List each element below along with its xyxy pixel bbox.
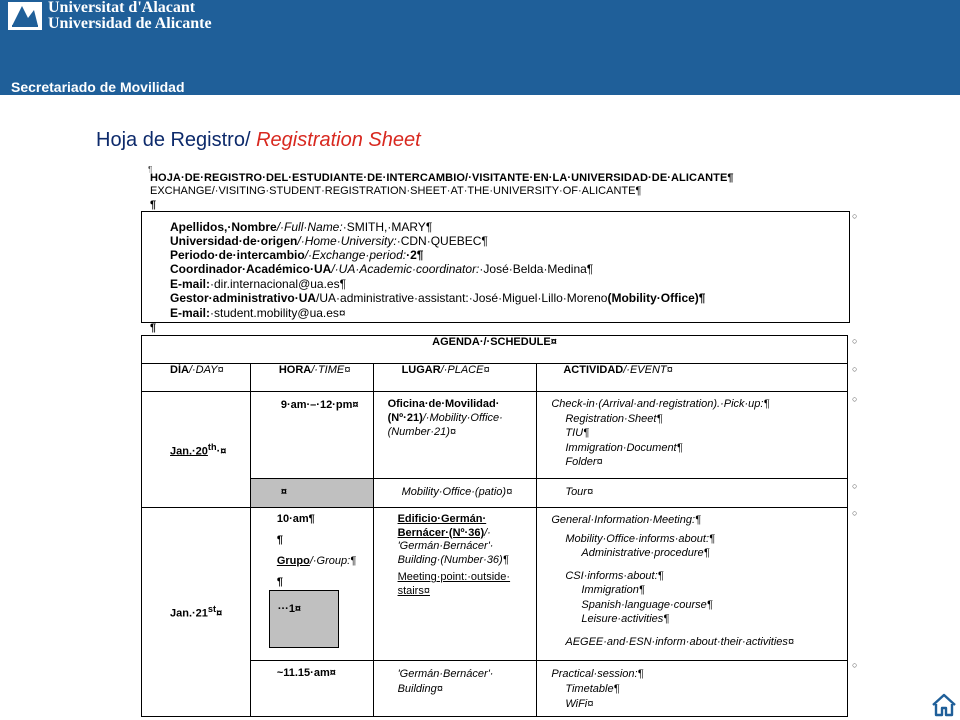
email-line-2: E-mail:·student.mobility@ua.es¤ — [170, 306, 346, 320]
table-row — [142, 508, 848, 661]
name-line: Apellidos,·Nombre/·Full·Name:·SMITH,·MARY¶ — [170, 220, 433, 234]
pilcrow-mark: ¶ — [150, 322, 157, 334]
day2-date: Jan.·21st¤ — [142, 508, 251, 717]
day1-date: Jan.·20th·¤ — [142, 392, 251, 508]
table-row — [142, 392, 848, 479]
cell-end-mark: ○ — [852, 364, 858, 374]
page-title — [96, 129, 421, 152]
pilcrow-mark: ¶ — [148, 165, 153, 174]
agenda-table — [141, 335, 848, 717]
home-university-line: Universidad·de·origen/·Home·University:·CDN·QUEBEC¶ — [170, 234, 488, 248]
day2-slot2-time: ~11.15·am¤ — [250, 661, 373, 717]
day1-slot1-time: 9·am·–·12·pm¤ — [250, 392, 373, 479]
cell-end-mark: ○ — [852, 211, 858, 221]
day2-slot2-event: Practical·session:¶ Timetable¶ WiFi¤ — [537, 661, 848, 717]
day1-slot2-time: ¤ — [250, 479, 373, 508]
pilcrow-mark: ¶ — [150, 199, 157, 211]
header-day: DÍA/·DAY¤ — [142, 364, 251, 392]
header-place: LUGAR/·PLACE¤ — [373, 364, 537, 392]
header-bar — [0, 0, 960, 95]
title-spanish: Hoja de Registro/ — [96, 129, 251, 151]
document-heading-en: EXCHANGE/·VISITING·STUDENT·REGISTRATION·SHEET·AT·THE·UNIVERSITY·OF·ALICANTE¶ — [150, 185, 642, 197]
section-label: Secretariado de Movilidad — [11, 79, 185, 95]
day2-slot2-place: 'Germán·Bernácer'· Building¤ — [373, 661, 537, 717]
cell-end-mark: ○ — [852, 394, 858, 404]
day1-slot1-place: Oficina·de·Movilidad· (Nº·21)/·Mobility·Office· (Number·21)¤ — [373, 392, 537, 479]
document-heading-es: HOJA·DE·REGISTRO·DEL·ESTUDIANTE·DE·INTERCAMBIO/·VISITANTE·EN·LA·UNIVERSIDAD·DE·ALICANTE¶ — [150, 172, 734, 184]
day2-slot1-time: 10·am¶ ¶ Grupo/·Group:¶ ¶ ···1¤ — [250, 508, 373, 661]
gestor-line: Gestor·administrativo·UA/UA·administrative·assistant:·José·Miguel·Lillo·Moreno(Mobility·Office)¶ — [170, 291, 706, 305]
cell-end-mark: ○ — [852, 481, 858, 491]
university-logo-icon — [8, 2, 42, 30]
cell-end-mark: ○ — [852, 508, 858, 518]
header-time: HORA/·TIME¤ — [250, 364, 373, 392]
cell-end-mark: ○ — [852, 336, 858, 346]
agenda-header-row — [142, 364, 848, 392]
header-event: ACTIVIDAD/·EVENT¤ — [537, 364, 848, 392]
day1-slot2-event: Tour¤ — [537, 479, 848, 508]
day2-slot1-event: General·Information·Meeting:¶ Mobility·Office·informs·about:¶ Administrative·procedure¶ CSI·informs·about:¶ Immigration¶ Spanish·language·course¶ Leisure·activities¶ AEGEE·and·ESN·inform·about·their·activities¤ — [537, 508, 848, 661]
cell-end-mark: ○ — [852, 660, 858, 670]
day1-slot2-place: Mobility·Office·(patio)¤ — [373, 479, 537, 508]
day2-slot1-place: Edificio·Germán· Bernácer·(Nº·36)/· 'Germán·Bernácer'· Building·(Number·36)¶ Meeting·point:·outside· stairs¤ — [373, 508, 537, 661]
university-name-valencian: Universitat d'Alacant — [48, 0, 196, 16]
agenda-title: AGENDA·/·SCHEDULE¤ — [142, 336, 848, 364]
coordinator-line: Coordinador·Académico·UA/·UA·Academic·coordinator:·José·Belda·Medina¶ — [170, 262, 594, 276]
email-line-1: E-mail:·dir.internacional@ua.es¶ — [170, 277, 347, 291]
home-icon[interactable] — [930, 693, 958, 717]
title-english: Registration Sheet — [256, 129, 421, 151]
university-name-spanish: Universidad de Alicante — [48, 15, 212, 32]
group-number-box: ···1¤ — [269, 590, 339, 648]
day1-slot1-event: Check-in·(Arrival·and·registration).·Pick·up:¶ Registration·Sheet¶ TIU¶ Immigration·Document¶ Folder¤ — [537, 392, 848, 479]
exchange-period-line: Periodo·de·intercambio/·Exchange·period:·2¶ — [170, 248, 424, 262]
